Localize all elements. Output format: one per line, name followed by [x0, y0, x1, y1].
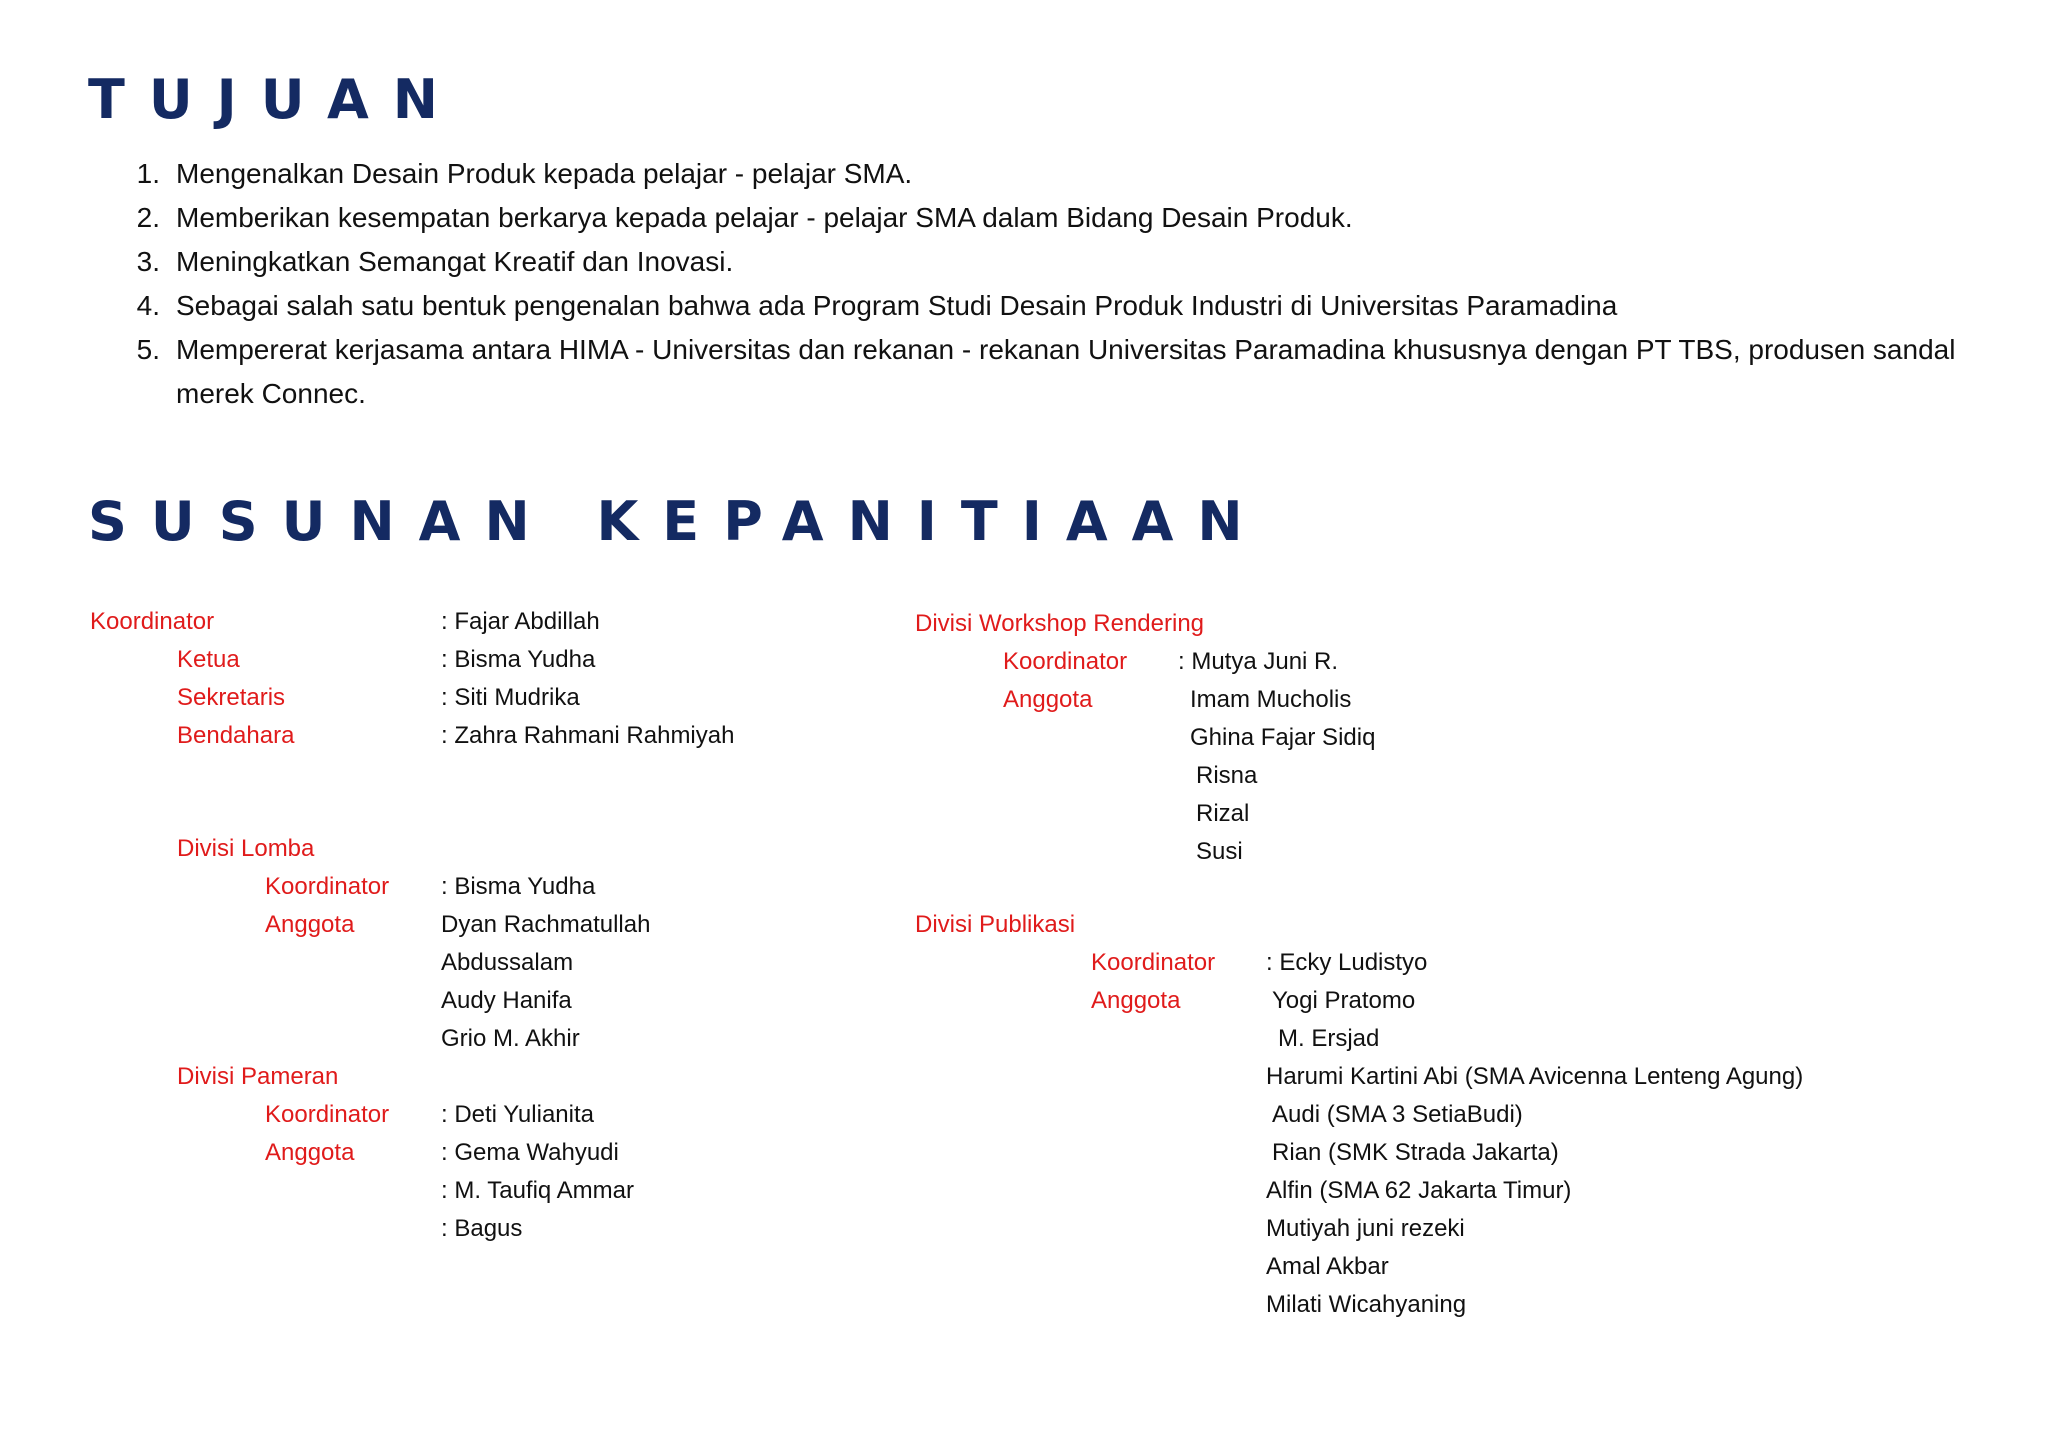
susunan-heading: SUSUNAN KEPANITIAAN	[88, 490, 1267, 553]
item-number: 3.	[136, 246, 160, 277]
sekretaris-label: Sekretaris	[177, 684, 286, 711]
workshop-anggota: Imam Mucholis	[1190, 686, 1352, 713]
divisi-publikasi-title: Divisi Publikasi	[915, 911, 1076, 938]
publikasi-anggota: Harumi Kartini Abi (SMA Avicenna Lenteng Agung)	[1266, 1063, 1804, 1090]
divisi-lomba-title: Divisi Lomba	[177, 835, 315, 862]
item-text: Memberikan kesempatan berkarya kepada pelajar - pelajar SMA dalam Bidang Desain Produk.	[176, 202, 1353, 233]
publikasi-anggota: Rian (SMK Strada Jakarta)	[1272, 1139, 1559, 1166]
sekretaris-value: : Siti Mudrika	[441, 684, 580, 711]
tujuan-list	[126, 152, 1986, 416]
pameran-koordinator-label: Koordinator	[265, 1101, 390, 1128]
pameran-koordinator-value: : Deti Yulianita	[441, 1101, 594, 1128]
list-item	[126, 328, 1986, 416]
publikasi-anggota: Audi (SMA 3 SetiaBudi)	[1272, 1101, 1523, 1128]
tujuan-heading: TUJUAN	[88, 68, 462, 131]
workshop-koordinator-label: Koordinator	[1003, 648, 1128, 675]
publikasi-anggota: M. Ersjad	[1278, 1025, 1380, 1052]
item-text: Mengenalkan Desain Produk kepada pelajar - pelajar SMA.	[176, 158, 913, 189]
list-item	[126, 152, 1986, 196]
item-text: Mempererat kerjasama antara HIMA - Universitas dan rekanan - rekanan Universitas Paramadina khususnya dengan PT TBS, produsen sandal merek Connec.	[176, 334, 1956, 409]
pameran-anggota: : M. Taufiq Ammar	[441, 1177, 634, 1204]
koordinator-label: Koordinator	[90, 608, 215, 635]
lomba-koordinator-value: : Bisma Yudha	[441, 873, 596, 900]
item-text: Meningkatkan Semangat Kreatif dan Inovasi.	[176, 246, 734, 277]
lomba-anggota: Dyan Rachmatullah	[441, 911, 651, 938]
workshop-koordinator-value: : Mutya Juni R.	[1178, 648, 1339, 675]
item-number: 5.	[136, 334, 160, 365]
publikasi-anggota: Yogi Pratomo	[1272, 987, 1416, 1014]
ketua-label: Ketua	[177, 646, 240, 673]
lomba-anggota: Audy Hanifa	[441, 987, 572, 1014]
pameran-anggota-label: Anggota	[265, 1139, 355, 1166]
lomba-koordinator-label: Koordinator	[265, 873, 390, 900]
bendahara-label: Bendahara	[177, 722, 295, 749]
publikasi-koordinator-value: : Ecky Ludistyo	[1266, 949, 1428, 976]
workshop-anggota: Susi	[1196, 838, 1243, 865]
item-number: 1.	[136, 158, 160, 189]
workshop-anggota: Rizal	[1196, 800, 1250, 827]
list-item	[126, 196, 1986, 240]
item-number: 2.	[136, 202, 160, 233]
item-text: Sebagai salah satu bentuk pengenalan bahwa ada Program Studi Desain Produk Industri di Universitas Paramadina	[176, 290, 1618, 321]
publikasi-anggota: Mutiyah juni rezeki	[1266, 1215, 1465, 1242]
pameran-anggota: : Gema Wahyudi	[441, 1139, 619, 1166]
list-item	[126, 284, 1986, 328]
koordinator-value: : Fajar Abdillah	[441, 608, 600, 635]
lomba-anggota: Abdussalam	[441, 949, 574, 976]
workshop-anggota: Risna	[1196, 762, 1258, 789]
divisi-pameran-title: Divisi Pameran	[177, 1063, 339, 1090]
lomba-anggota-label: Anggota	[265, 911, 355, 938]
list-item	[126, 240, 1986, 284]
workshop-anggota: Ghina Fajar Sidiq	[1190, 724, 1376, 751]
ketua-value: : Bisma Yudha	[441, 646, 596, 673]
publikasi-anggota: Milati Wicahyaning	[1266, 1291, 1467, 1318]
publikasi-anggota: Alfin (SMA 62 Jakarta Timur)	[1266, 1177, 1572, 1204]
publikasi-anggota: Amal Akbar	[1266, 1253, 1389, 1280]
pameran-anggota: : Bagus	[441, 1215, 523, 1242]
workshop-anggota-label: Anggota	[1003, 686, 1093, 713]
bendahara-value: : Zahra Rahmani Rahmiyah	[441, 722, 735, 749]
item-number: 4.	[136, 290, 160, 321]
publikasi-anggota-label: Anggota	[1091, 987, 1181, 1014]
lomba-anggota: Grio M. Akhir	[441, 1025, 580, 1052]
divisi-workshop-title: Divisi Workshop Rendering	[915, 610, 1205, 637]
publikasi-koordinator-label: Koordinator	[1091, 949, 1216, 976]
